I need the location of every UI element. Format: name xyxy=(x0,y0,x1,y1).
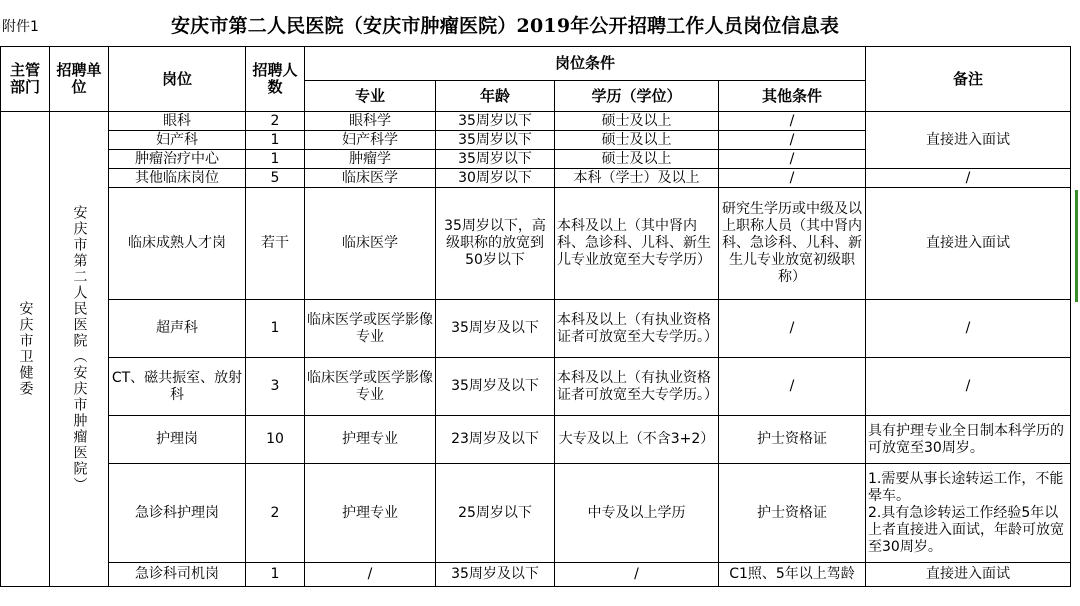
cell-count: 2 xyxy=(246,112,305,131)
cell-age: 35周岁及以下 xyxy=(436,358,555,416)
cell-count: 5 xyxy=(246,169,305,188)
cell-edu: 本科及以上（有执业资格证者可放宽至大专学历。） xyxy=(555,300,719,358)
table-row xyxy=(1,464,1071,563)
cell-position: 其他临床岗位 xyxy=(109,169,246,188)
cell-edu: 中专及以上学历 xyxy=(555,464,719,563)
table-row xyxy=(1,169,1071,188)
cell-remark: 具有护理专业全日制本科学历的可放宽至30周岁。 xyxy=(866,416,1071,464)
cell-major: 眼科学 xyxy=(305,112,436,131)
cell-selection-edge xyxy=(1075,190,1078,302)
cell-age: 35周岁以下 xyxy=(436,150,555,169)
header-remark: 备注 xyxy=(866,47,1071,112)
cell-remark: 直接进入面试 xyxy=(866,188,1071,300)
cell-position: 妇产科 xyxy=(109,131,246,150)
cell-position: CT、磁共振室、放射科 xyxy=(109,358,246,416)
cell-other: / xyxy=(719,150,866,169)
cell-other: 护士资格证 xyxy=(719,416,866,464)
cell-remark: / xyxy=(866,300,1071,358)
cell-remark: 直接进入面试 xyxy=(866,112,1071,169)
cell-edu: 大专及以上（不含3+2） xyxy=(555,416,719,464)
cell-age: 23周岁及以下 xyxy=(436,416,555,464)
cell-count: 若干 xyxy=(246,188,305,300)
cell-count: 1 xyxy=(246,131,305,150)
cell-count: 1 xyxy=(246,150,305,169)
cell-other: / xyxy=(719,131,866,150)
cell-major: 护理专业 xyxy=(305,416,436,464)
page-title: 安庆市第二人民医院（安庆市肿瘤医院）2019年公开招聘工作人员岗位信息表 xyxy=(170,15,840,37)
table-row xyxy=(1,358,1071,416)
attachment-label: 附件1 xyxy=(2,19,39,35)
header-conditions: 岗位条件 xyxy=(305,47,866,81)
cell-age: 35周岁以下 xyxy=(436,112,555,131)
cell-count: 1 xyxy=(246,300,305,358)
unit-cell: 安庆市第二人民医院（安庆市肿瘤医院） xyxy=(50,112,109,587)
cell-major: 护理专业 xyxy=(305,464,436,563)
cell-position: 临床成熟人才岗 xyxy=(109,188,246,300)
cell-edu: 本科（学士）及以上 xyxy=(555,169,719,188)
cell-other: 护士资格证 xyxy=(719,464,866,563)
header-major: 专业 xyxy=(305,81,436,112)
cell-major: 临床医学或医学影像专业 xyxy=(305,300,436,358)
cell-age: 35周岁及以下 xyxy=(436,563,555,587)
cell-remark: 直接进入面试 xyxy=(866,563,1071,587)
cell-remark: / xyxy=(866,358,1071,416)
header-count: 招聘人数 xyxy=(246,47,305,112)
cell-edu: 本科及以上（其中肾内科、急诊科、儿科、新生儿专业放宽至大专学历） xyxy=(555,188,719,300)
cell-age: 35周岁以下，高级职称的放宽到50岁以下 xyxy=(436,188,555,300)
cell-remark: 1.需要从事长途转运工作，不能晕车。 2.具有急诊转运工作经验5年以上者直接进入面试，年龄可放宽至30周岁。 xyxy=(866,464,1071,563)
cell-other: / xyxy=(719,300,866,358)
cell-count: 1 xyxy=(246,563,305,587)
cell-remark: / xyxy=(866,169,1071,188)
cell-major: / xyxy=(305,563,436,587)
cell-edu: 硕士及以上 xyxy=(555,150,719,169)
cell-position: 超声科 xyxy=(109,300,246,358)
cell-position: 急诊科司机岗 xyxy=(109,563,246,587)
header-age: 年龄 xyxy=(436,81,555,112)
header-other: 其他条件 xyxy=(719,81,866,112)
cell-major: 临床医学或医学影像专业 xyxy=(305,358,436,416)
header-unit: 招聘单位 xyxy=(50,47,109,112)
cell-major: 妇产科学 xyxy=(305,131,436,150)
table-row xyxy=(1,300,1071,358)
cell-position: 护理岗 xyxy=(109,416,246,464)
header-position: 岗位 xyxy=(109,47,246,112)
header-edu: 学历（学位） xyxy=(555,81,719,112)
cell-edu: / xyxy=(555,563,719,587)
cell-major: 临床医学 xyxy=(305,169,436,188)
cell-edu: 硕士及以上 xyxy=(555,112,719,131)
cell-count: 2 xyxy=(246,464,305,563)
cell-other: C1照、5年以上驾龄 xyxy=(719,563,866,587)
cell-position: 眼科 xyxy=(109,112,246,131)
header-dept: 主管部门 xyxy=(1,47,50,112)
cell-major: 临床医学 xyxy=(305,188,436,300)
cell-edu: 本科及以上（有执业资格证者可放宽至大专学历。） xyxy=(555,358,719,416)
cell-other: / xyxy=(719,358,866,416)
cell-other: 研究生学历或中级及以上职称人员（其中肾内科、急诊科、儿科、新生儿专业放宽初级职称） xyxy=(719,188,866,300)
cell-edu: 硕士及以上 xyxy=(555,131,719,150)
cell-position: 肿瘤治疗中心 xyxy=(109,150,246,169)
table-row xyxy=(1,416,1071,464)
cell-age: 35周岁以下 xyxy=(436,131,555,150)
cell-count: 10 xyxy=(246,416,305,464)
cell-other: / xyxy=(719,112,866,131)
cell-other: / xyxy=(719,169,866,188)
cell-age: 25周岁以下 xyxy=(436,464,555,563)
table-row xyxy=(1,188,1071,300)
recruitment-table xyxy=(0,46,1071,587)
cell-count: 3 xyxy=(246,358,305,416)
dept-cell: 安庆市卫健委 xyxy=(1,112,50,587)
cell-age: 30周岁以下 xyxy=(436,169,555,188)
cell-age: 35周岁及以下 xyxy=(436,300,555,358)
table-row xyxy=(1,563,1071,587)
cell-major: 肿瘤学 xyxy=(305,150,436,169)
table-row xyxy=(1,112,1071,131)
cell-position: 急诊科护理岗 xyxy=(109,464,246,563)
